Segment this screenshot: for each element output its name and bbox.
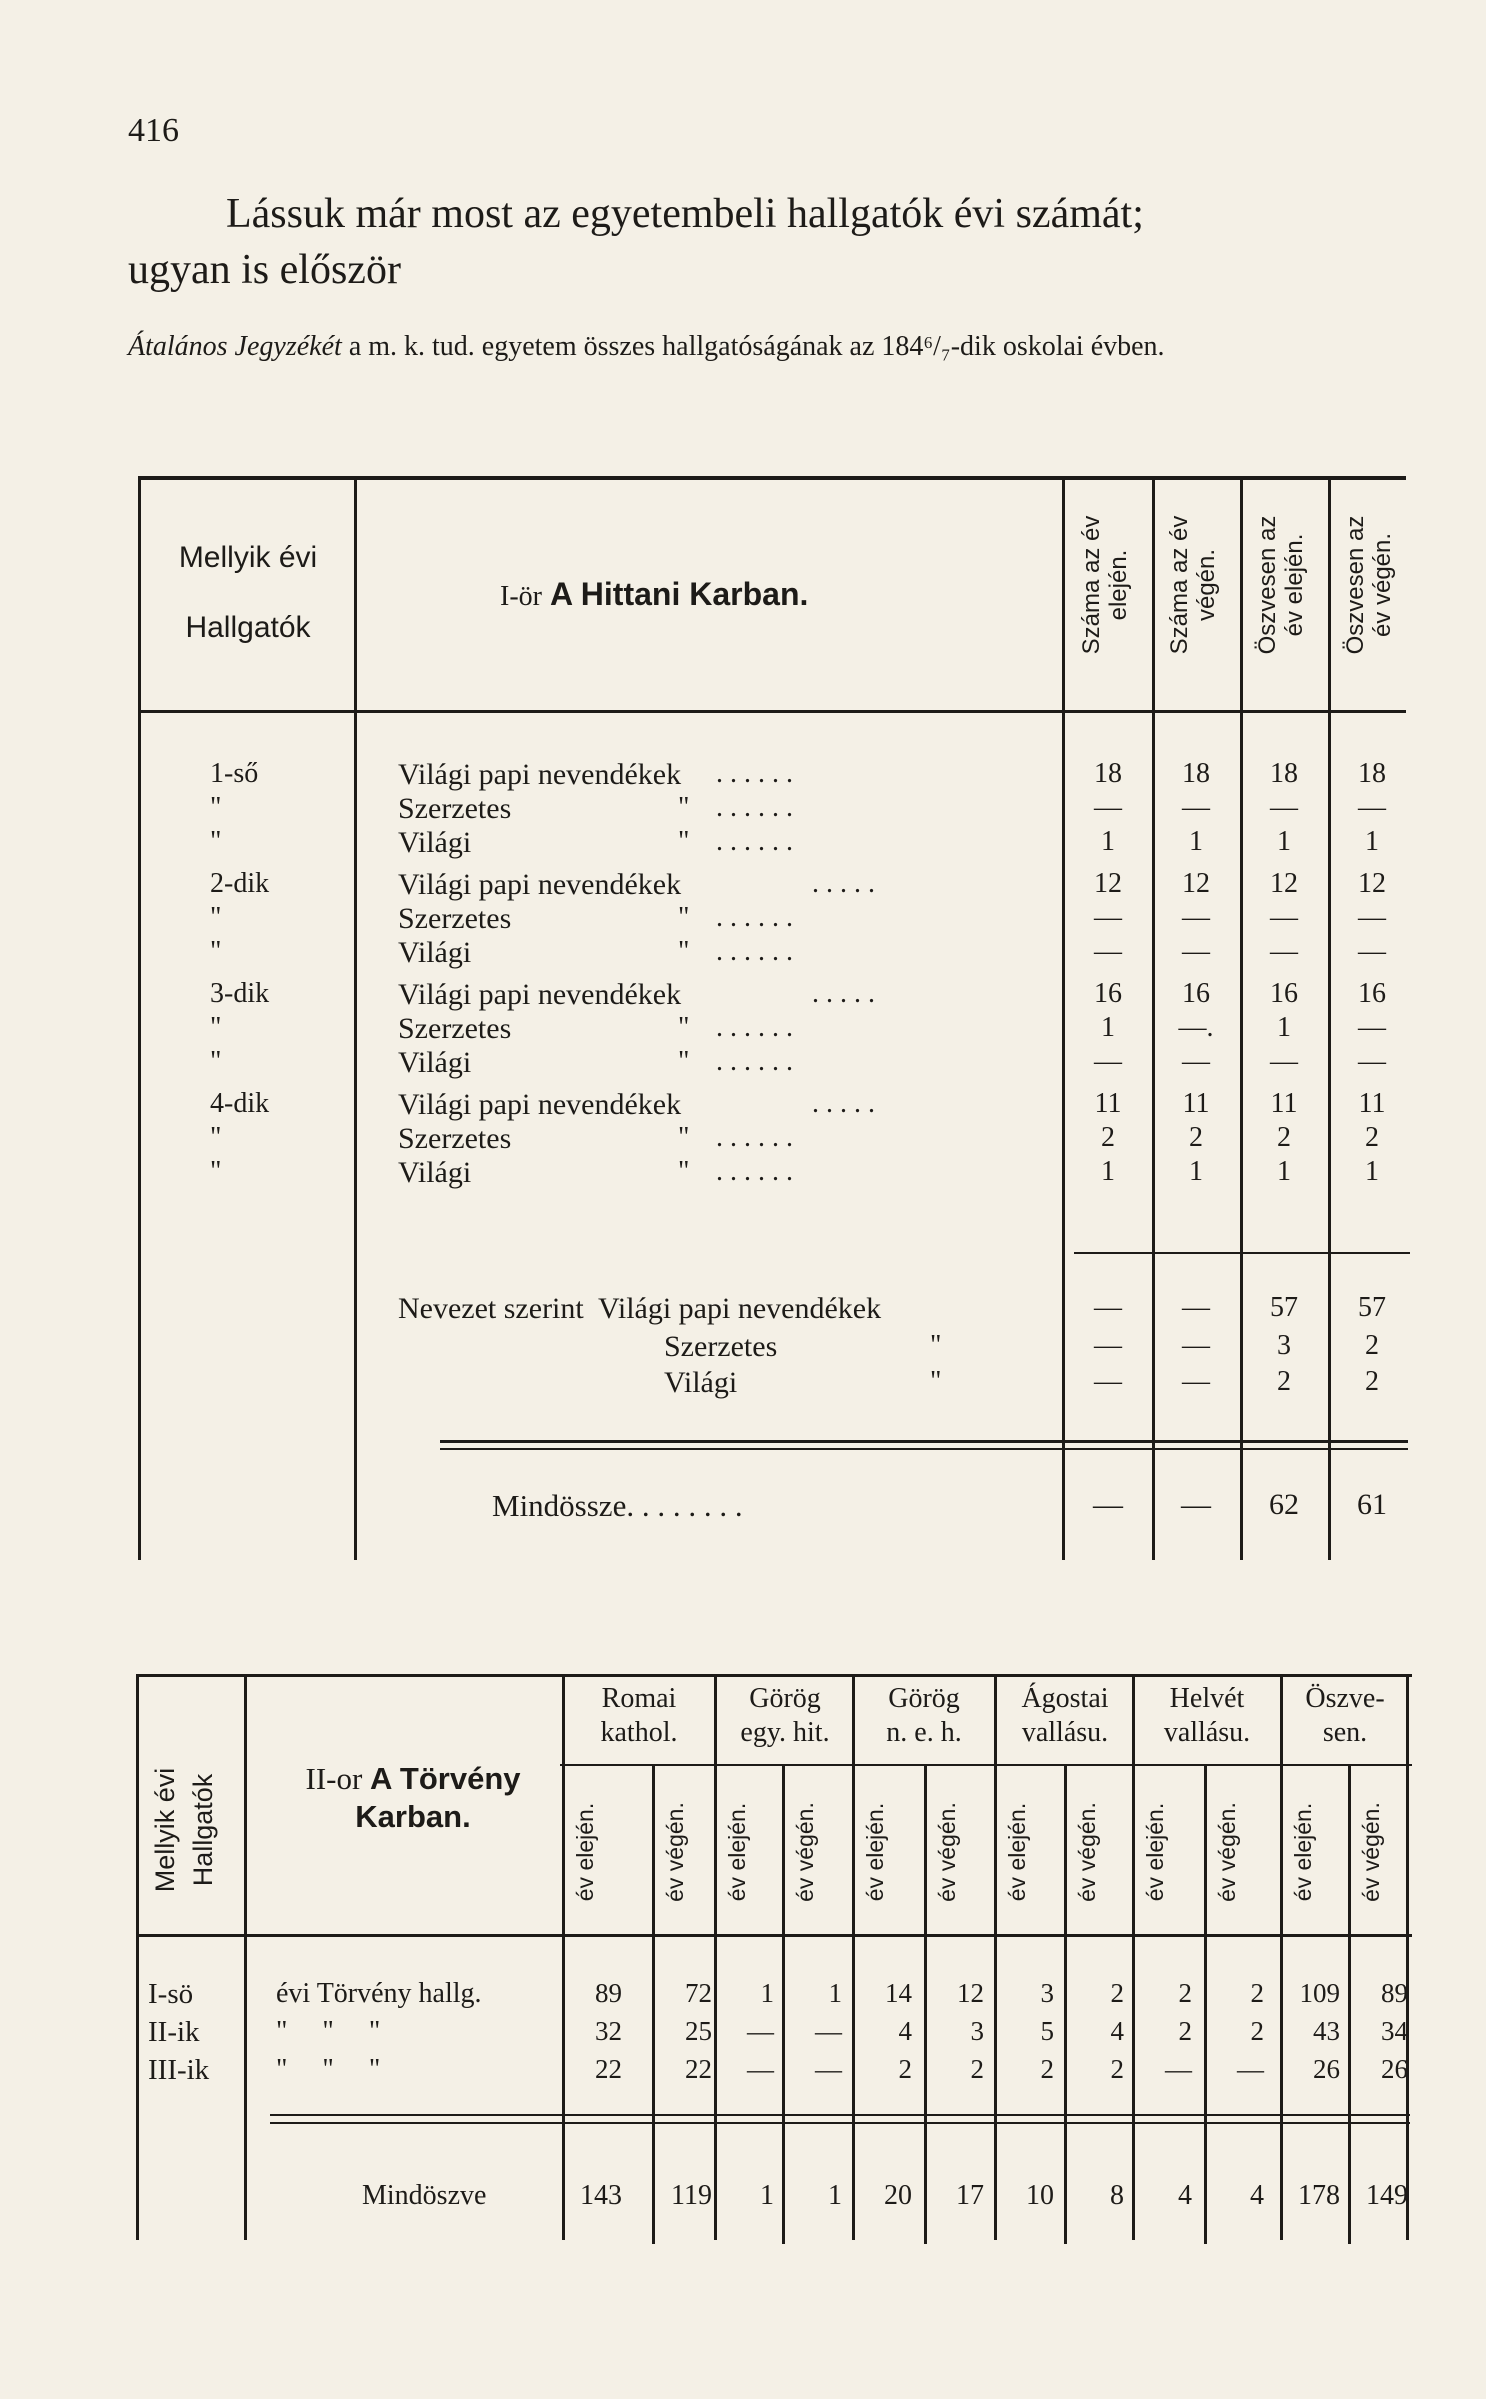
- group-header-line: Romai: [601, 1683, 677, 1714]
- total-cell: 1: [828, 2180, 842, 2211]
- table-cell: 2: [1101, 1122, 1115, 1153]
- total-cell: 1: [760, 2180, 774, 2211]
- column-header-line: elején.: [1105, 549, 1132, 621]
- group-header-line: Görög: [888, 1683, 960, 1714]
- header-year: Mellyik évi Hallgatók: [178, 541, 318, 644]
- table-row-year: ": [210, 826, 222, 857]
- table-row-label: Világi: [398, 1046, 472, 1079]
- summary-cell: 2: [1277, 1366, 1291, 1397]
- table-row-label: " " ": [276, 2054, 381, 2085]
- page-number: 416: [128, 112, 179, 149]
- intro-line-2: ugyan is először: [128, 247, 401, 293]
- group-header-line: kathol.: [600, 1717, 678, 1748]
- ditto-mark: ": [678, 902, 690, 933]
- table-cell: 2: [1110, 1978, 1124, 2008]
- table-cell: 16: [1270, 978, 1298, 1009]
- table-cell: 18: [1182, 758, 1210, 789]
- table-cell: —: [1358, 902, 1386, 933]
- rule: [1132, 1674, 1135, 2240]
- total-cell: 17: [956, 2180, 984, 2211]
- table-cell: —: [1165, 2054, 1192, 2084]
- ditto-mark: ": [678, 936, 690, 967]
- ditto-mark: ": [930, 1330, 942, 1361]
- table-cell: —: [1237, 2054, 1264, 2084]
- table-cell: 3: [1040, 1978, 1054, 2008]
- table-cell: 2: [1178, 1978, 1192, 2008]
- column-header-line: végén.: [1193, 548, 1220, 622]
- sub-header-start: év elején.: [862, 1802, 888, 1902]
- ditto-mark: ": [678, 1156, 690, 1187]
- rule: [136, 1674, 139, 2240]
- total-label: Mindössze. . . . . . . .: [492, 1488, 743, 1523]
- table-cell: 16: [1094, 978, 1122, 1009]
- table-cell: —: [1358, 1012, 1386, 1043]
- column-header-line: Öszvesen az: [1254, 515, 1281, 655]
- group-header: [1282, 1682, 1408, 1750]
- rule: [244, 1674, 247, 2240]
- table-cell: 1: [1101, 1012, 1115, 1043]
- table-row-year: ": [210, 1156, 222, 1187]
- total-cell: 149: [1366, 2180, 1408, 2211]
- ditto-mark: ": [678, 1046, 690, 1077]
- header-year: Mellyik évi Hallgatók: [150, 1767, 218, 1893]
- table-cell: 5: [1040, 2016, 1054, 2046]
- sub-header-start: év elején.: [1142, 1802, 1168, 1902]
- sub-header-start: év elején.: [724, 1802, 750, 1902]
- ditto-mark: ": [678, 1122, 690, 1153]
- table-cell: 1: [1365, 1156, 1379, 1187]
- table-cell: —: [815, 2016, 842, 2046]
- table-cell: 2: [1189, 1122, 1203, 1153]
- leader-dots: . . . . . .: [716, 1046, 793, 1077]
- total-cell: 10: [1026, 2180, 1054, 2211]
- total-cell: —: [1093, 1488, 1123, 1521]
- header-title: II-or A Törvény Karban.: [305, 1761, 521, 1834]
- table-row-year: III-ik: [148, 2054, 210, 2086]
- table-cell: —: [747, 2016, 774, 2046]
- table-row-year: II-ik: [148, 2016, 200, 2048]
- leader-dots: . . . . .: [812, 868, 875, 899]
- table-cell: 3: [970, 2016, 984, 2046]
- summary-cell: 57: [1358, 1292, 1386, 1323]
- table-cell: 16: [1358, 978, 1386, 1009]
- group-header: [854, 1682, 994, 1750]
- column-header-line: Száma az év: [1078, 515, 1105, 655]
- table-row-label: Szerzetes: [398, 1012, 512, 1045]
- summary-cell: 2: [1365, 1330, 1379, 1361]
- total-cell: —: [1181, 1488, 1211, 1521]
- table-cell: 34: [1381, 2016, 1408, 2046]
- table-cell: 1: [828, 1978, 842, 2008]
- caption-italic: Átalános Jegyzékét: [128, 331, 342, 362]
- total-cell: 119: [671, 2180, 712, 2211]
- total-label: Mindöszve: [362, 2180, 487, 2211]
- table-row-year: ": [210, 902, 222, 933]
- rule: [136, 1674, 1412, 1677]
- summary-cell: —: [1182, 1330, 1210, 1361]
- table-row-year: 4-dik: [210, 1088, 270, 1119]
- leader-dots: . . . . . .: [716, 902, 793, 933]
- intro-line-1: Lássuk már most az egyetembeli hallgatók évi számát;: [226, 191, 1144, 237]
- group-header-line: n. e. h.: [886, 1717, 962, 1748]
- ditto-mark: ": [678, 792, 690, 823]
- table-row-label: Világi papi nevendékek: [398, 978, 682, 1011]
- table-cell: 1: [1277, 1012, 1291, 1043]
- caption-rest: a m. k. tud. egyetem összes hallgatóságának az 184⁶/₇-dik oskolai évben.: [341, 331, 1165, 362]
- summary-cell: —: [1094, 1366, 1122, 1397]
- summary-cell: —: [1094, 1292, 1122, 1323]
- table-cell: —: [1182, 902, 1210, 933]
- rule: [136, 1934, 1412, 1937]
- total-cell: 20: [884, 2180, 912, 2211]
- rule: [924, 1764, 927, 2244]
- table-cell: 2: [970, 2054, 984, 2084]
- sub-header-end: év végén.: [1214, 1802, 1240, 1902]
- summary-label: Világi: [664, 1366, 738, 1399]
- table-cell: 11: [1094, 1088, 1122, 1119]
- ditto-mark: ": [678, 1012, 690, 1043]
- table-cell: 1: [1277, 1156, 1291, 1187]
- leader-dots: . . . . .: [812, 978, 875, 1009]
- column-header-line: év végén.: [1369, 532, 1396, 638]
- table-row-year: I-sö: [148, 1978, 194, 2010]
- table-cell: —: [1270, 792, 1298, 823]
- table-cell: 43: [1313, 2016, 1340, 2046]
- rule: [852, 1674, 855, 2240]
- table-cell: —: [1270, 902, 1298, 933]
- summary-cell: —: [1182, 1292, 1210, 1323]
- group-header-line: vallásu.: [1021, 1717, 1109, 1748]
- group-header-line: Öszve-: [1305, 1683, 1385, 1714]
- table-cell: 18: [1358, 758, 1386, 789]
- table-cell: 2: [898, 2054, 912, 2084]
- rule: [270, 2114, 1410, 2116]
- table-cell: 12: [1270, 868, 1298, 899]
- rule: [1204, 1764, 1207, 2244]
- table-cell: —: [1182, 1046, 1210, 1077]
- table-cell: 89: [1381, 1978, 1408, 2008]
- rule: [782, 1764, 785, 2244]
- table-cell: 12: [1182, 868, 1210, 899]
- sub-header-end: év végén.: [662, 1802, 688, 1902]
- leader-dots: . . . . . .: [716, 1156, 793, 1187]
- summary-label: Szerzetes: [664, 1330, 778, 1363]
- leader-dots: . . . . . .: [716, 758, 793, 789]
- table-cell: 11: [1270, 1088, 1298, 1119]
- sub-header-start: év elején.: [572, 1802, 598, 1902]
- group-header-line: egy. hit.: [740, 1717, 830, 1748]
- table-cell: —: [1094, 792, 1122, 823]
- table-row-year: 2-dik: [210, 868, 270, 899]
- total-cell: 61: [1357, 1488, 1387, 1521]
- leader-dots: . . . . . .: [716, 792, 793, 823]
- table-cell: 4: [1110, 2016, 1124, 2046]
- table-cell: 12: [1358, 868, 1386, 899]
- sub-header-end: év végén.: [934, 1802, 960, 1902]
- table-cell: 2: [1178, 2016, 1192, 2046]
- sub-header-start: év elején.: [1290, 1802, 1316, 1902]
- leader-dots: . . . . . .: [716, 1122, 793, 1153]
- table-cell: 1: [1277, 826, 1291, 857]
- table-cell: 18: [1094, 758, 1122, 789]
- table-row-label: Világi papi nevendékek: [398, 868, 682, 901]
- total-cell: 62: [1269, 1488, 1299, 1521]
- rule: [560, 1764, 1412, 1766]
- column-header-line: Száma az év: [1166, 515, 1193, 655]
- total-cell: 178: [1298, 2180, 1340, 2211]
- table-cell: —: [1358, 792, 1386, 823]
- group-header: [1134, 1682, 1280, 1750]
- table-cell: —.: [1178, 1012, 1214, 1043]
- column-header-line: év elején.: [1281, 533, 1308, 637]
- table-cell: —: [1094, 902, 1122, 933]
- header-title: I-ör A Hittani Karban.: [500, 576, 809, 612]
- table-cell: —: [1358, 1046, 1386, 1077]
- rule: [1406, 1674, 1409, 2240]
- table-cell: 109: [1299, 1978, 1340, 2008]
- table-cell: 11: [1182, 1088, 1210, 1119]
- table-row-year: ": [210, 792, 222, 823]
- table-row-label: Világi: [398, 1156, 472, 1189]
- group-header-line: Görög: [749, 1683, 821, 1714]
- summary-cell: —: [1182, 1366, 1210, 1397]
- table-cell: 32: [595, 2016, 622, 2046]
- group-header: [996, 1682, 1134, 1750]
- table-cell: 22: [685, 2054, 712, 2084]
- group-header-line: Ágostai: [1021, 1683, 1109, 1714]
- sub-header-start: év elején.: [1004, 1802, 1030, 1902]
- ditto-mark: ": [930, 1366, 942, 1397]
- table-cell: 2: [1250, 2016, 1264, 2046]
- group-header: [564, 1682, 714, 1750]
- table-cell: 2: [1110, 2054, 1124, 2084]
- ditto-mark: ": [678, 826, 690, 857]
- summary-cell: 57: [1270, 1292, 1298, 1323]
- group-header: [716, 1682, 854, 1750]
- summary-label: Világi papi nevendékek: [598, 1292, 882, 1325]
- table-cell: 4: [898, 2016, 912, 2046]
- table-cell: —: [1270, 1046, 1298, 1077]
- table-row-label: Szerzetes: [398, 792, 512, 825]
- table-row-year: ": [210, 936, 222, 967]
- table-cell: 1: [1189, 1156, 1203, 1187]
- table-cell: 12: [957, 1978, 984, 2008]
- leader-dots: . . . . . .: [716, 826, 793, 857]
- table-cell: 14: [885, 1978, 912, 2008]
- group-header-line: vallásu.: [1163, 1717, 1251, 1748]
- table-cell: 2: [1040, 2054, 1054, 2084]
- rule: [270, 2122, 1410, 2124]
- table-cell: —: [1094, 1046, 1122, 1077]
- table-cell: —: [1094, 936, 1122, 967]
- table-row-label: " " ": [276, 2016, 381, 2047]
- table-cell: 11: [1358, 1088, 1386, 1119]
- group-header-line: sen.: [1322, 1717, 1368, 1748]
- table-cell: —: [1270, 936, 1298, 967]
- table-cell: 2: [1365, 1122, 1379, 1153]
- table-cell: 26: [1313, 2054, 1340, 2084]
- table-cell: —: [747, 2054, 774, 2084]
- rule: [714, 1674, 717, 2240]
- table-row-year: 1-ső: [210, 758, 259, 789]
- table-row-label: évi Törvény hallg.: [276, 1978, 482, 2009]
- table-row-label: Világi papi nevendékek: [398, 758, 682, 791]
- table-cell: 22: [595, 2054, 622, 2084]
- table-row-year: 3-dik: [210, 978, 270, 1009]
- table-cell: 26: [1381, 2054, 1408, 2084]
- table-cell: 16: [1182, 978, 1210, 1009]
- summary-cell: 3: [1277, 1330, 1291, 1361]
- table-row-year: ": [210, 1122, 222, 1153]
- total-cell: 4: [1178, 2180, 1192, 2211]
- table-row-label: Világi papi nevendékek: [398, 1088, 682, 1121]
- sub-header-end: év végén.: [792, 1802, 818, 1902]
- leader-dots: . . . . .: [812, 1088, 875, 1119]
- sub-header-end: év végén.: [1358, 1802, 1384, 1902]
- total-cell: 8: [1110, 2180, 1124, 2211]
- table-row-label: Szerzetes: [398, 902, 512, 935]
- table-cell: —: [1182, 936, 1210, 967]
- table-row-label: Világi: [398, 936, 472, 969]
- table-row-label: Szerzetes: [398, 1122, 512, 1155]
- table-cell: 72: [685, 1978, 712, 2008]
- column-header-line: Öszvesen az: [1342, 515, 1369, 655]
- table-cell: 89: [595, 1978, 622, 2008]
- table-cell: 1: [1189, 826, 1203, 857]
- total-cell: 143: [580, 2180, 622, 2211]
- sub-header-end: év végén.: [1074, 1802, 1100, 1902]
- rule: [562, 1674, 565, 2240]
- table-cell: 2: [1277, 1122, 1291, 1153]
- group-header-line: Helvét: [1169, 1683, 1245, 1714]
- table-cell: 2: [1250, 1978, 1264, 2008]
- table-cell: —: [815, 2054, 842, 2084]
- table-cell: 18: [1270, 758, 1298, 789]
- summary-cell: 2: [1365, 1366, 1379, 1397]
- table-cell: 1: [1101, 826, 1115, 857]
- table-cell: —: [1182, 792, 1210, 823]
- leader-dots: . . . . . .: [716, 1012, 793, 1043]
- rule: [1348, 1764, 1351, 2244]
- summary-cell: —: [1094, 1330, 1122, 1361]
- summary-prefix: Nevezet szerint: [398, 1292, 584, 1325]
- table-cell: 1: [760, 1978, 774, 2008]
- table-cell: —: [1358, 936, 1386, 967]
- table-cell: 1: [1101, 1156, 1115, 1187]
- rule: [652, 1764, 655, 2244]
- leader-dots: . . . . . .: [716, 936, 793, 967]
- rule: [994, 1674, 997, 2240]
- table-cell: 25: [685, 2016, 712, 2046]
- table-row-year: ": [210, 1012, 222, 1043]
- table-row-year: ": [210, 1046, 222, 1077]
- rule: [1280, 1674, 1283, 2240]
- rule: [1064, 1764, 1067, 2244]
- table-cell: 12: [1094, 868, 1122, 899]
- table-cell: 1: [1365, 826, 1379, 857]
- table-row-label: Világi: [398, 826, 472, 859]
- total-cell: 4: [1250, 2180, 1264, 2211]
